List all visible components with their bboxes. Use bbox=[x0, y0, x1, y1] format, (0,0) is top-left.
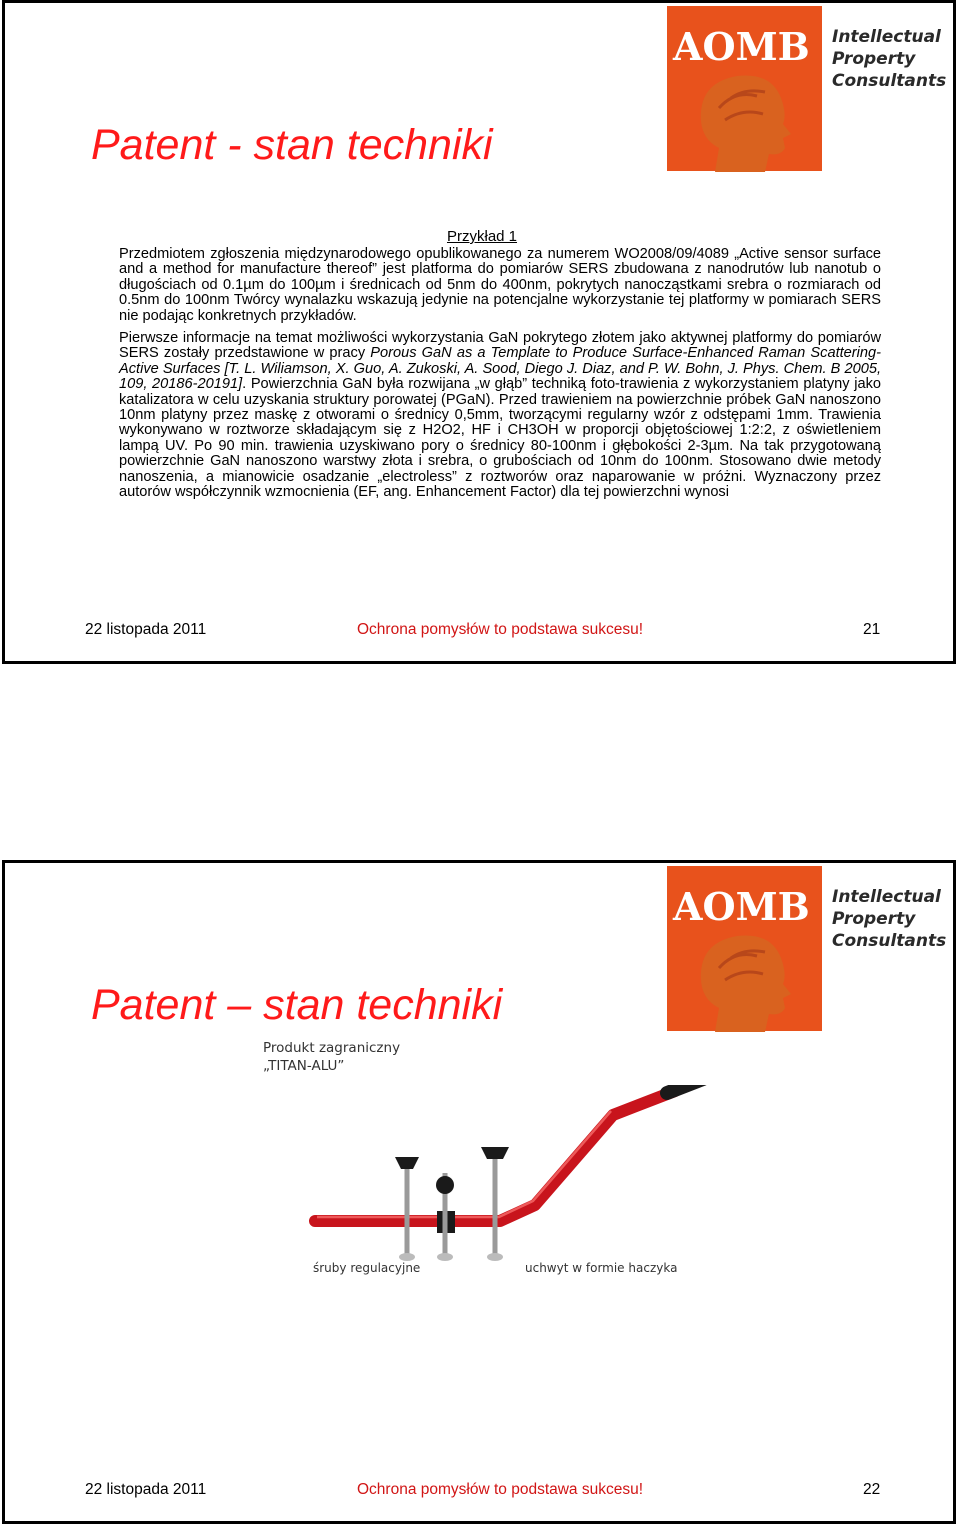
paragraph-text: . Powierzchnia GaN była rozwijana „w głąb” techniką foto-trawienia z wykorzystaniem platyny jako katalizatora w celu uzyskania struktury porowatej (PGaN). Przed trawieniem na powierzchnie próbek GaN nanoszono 10nm platyny przez maskę z otworami o średnicy 0,5mm, tworzącymi regularny wzór z odstępami 1mm. Trawienia wykonywano w roztworze składającym się z H2O2, HF i CH3OH w proporcji objętościowej 1:2:2, z oświetleniem lampą UV. Po 90 min. trawienia uzyskiwano pory o średnicy 80-100nm i głębokości 2-3µm. Na tak przygotowaną powierzchnie GaN nanoszono warstwy złota i srebra, o grubościach od 10nm do 100nm. Stosowano dwie metody nanoszenia, a mianowicie osadzanie „electroless” z roztworów oraz naparowanie w próżni. Wyznaczony przez autorów współczynnik wzmocnienia (EF, ang. Enhancement Factor) dla tej powierzchni wynosi bbox=[119, 376, 881, 501]
citation: Porous GaN as a Template to Produce Surface-Enhanced Raman Scattering-Active Surfaces [T. L. Wiliamson, X. Guo, A. Zukoski, A. Sood, Diego J. Diaz, and P. W. Bohn, J. Phys. Chem. B 2005, 109, 20186-20191] bbox=[119, 345, 881, 393]
paragraph bbox=[119, 331, 881, 500]
footer bbox=[5, 1481, 953, 1503]
label-adjusting-screws: śruby regulacyjne bbox=[313, 1261, 421, 1275]
footer-motto: Ochrona pomysłów to podstawa sukcesu! bbox=[357, 621, 644, 638]
label-hook-handle: uchwyt w formie haczyka bbox=[525, 1261, 678, 1275]
logo-brand: AOMB bbox=[673, 884, 810, 929]
logo-brand: AOMB bbox=[673, 24, 810, 69]
caption-line: Produkt zagraniczny bbox=[263, 1040, 401, 1056]
paragraph-text: Pierwsze informacje na temat możliwości wykorzystania GaN pokrytego złotem jako aktywnej platformy do pomiarów SERS zostały przedstawione w pracy bbox=[119, 330, 881, 362]
aomb-logo bbox=[667, 866, 953, 1031]
logo-tag-line: Property bbox=[832, 49, 916, 69]
logo-tag-line: Consultants bbox=[832, 931, 947, 951]
footer-date: 22 listopada 2011 bbox=[85, 1481, 207, 1498]
body-text bbox=[119, 247, 881, 508]
aomb-logo bbox=[667, 6, 953, 171]
logo-tag-line: Intellectual bbox=[832, 887, 941, 907]
logo-tag-line: Consultants bbox=[832, 71, 947, 91]
example-heading: Przykład 1 bbox=[446, 228, 518, 245]
titan-alu-tool-image bbox=[295, 1085, 715, 1265]
head-silhouette-icon bbox=[685, 68, 805, 172]
slide-title: Patent - stan techniki bbox=[91, 121, 493, 169]
page-number: 22 bbox=[863, 1481, 881, 1498]
logo-tag-line: Intellectual bbox=[832, 27, 941, 47]
logo-tag-line: Property bbox=[832, 909, 916, 929]
logo-orange-block bbox=[667, 6, 822, 171]
logo-tagline bbox=[832, 886, 946, 952]
slide-22 bbox=[2, 860, 956, 1524]
slide-21 bbox=[2, 0, 956, 664]
logo-orange-block bbox=[667, 866, 822, 1031]
footer-date: 22 listopada 2011 bbox=[85, 621, 207, 638]
footer-motto: Ochrona pomysłów to podstawa sukcesu! bbox=[357, 1481, 644, 1498]
logo-tagline bbox=[832, 26, 946, 92]
caption-line: „TITAN-ALU” bbox=[263, 1058, 345, 1074]
paragraph: Przedmiotem zgłoszenia międzynarodowego opublikowanego za numerem WO2008/09/4089 „Active sensor surface and a method for manufacture thereof” jest platforma do pomiarów SERS zbudowana z nanodrutów lub nanotub o długościach od 0.1µm do 100µm i średnicach od 5nm do 400nm, pokrytych nanocząstkami srebra o rozmiarach od 0.5nm do 100nm Twórcy wynalazku wskazują jedynie na potencjalne wykorzystanie tej platformy w pomiarach SERS nie podając konkretnych przykładów. bbox=[119, 246, 881, 324]
slide-title: Patent – stan techniki bbox=[91, 981, 503, 1029]
product-caption bbox=[263, 1039, 400, 1075]
page-number: 21 bbox=[863, 621, 881, 638]
footer bbox=[5, 621, 953, 643]
head-silhouette-icon bbox=[685, 928, 805, 1032]
